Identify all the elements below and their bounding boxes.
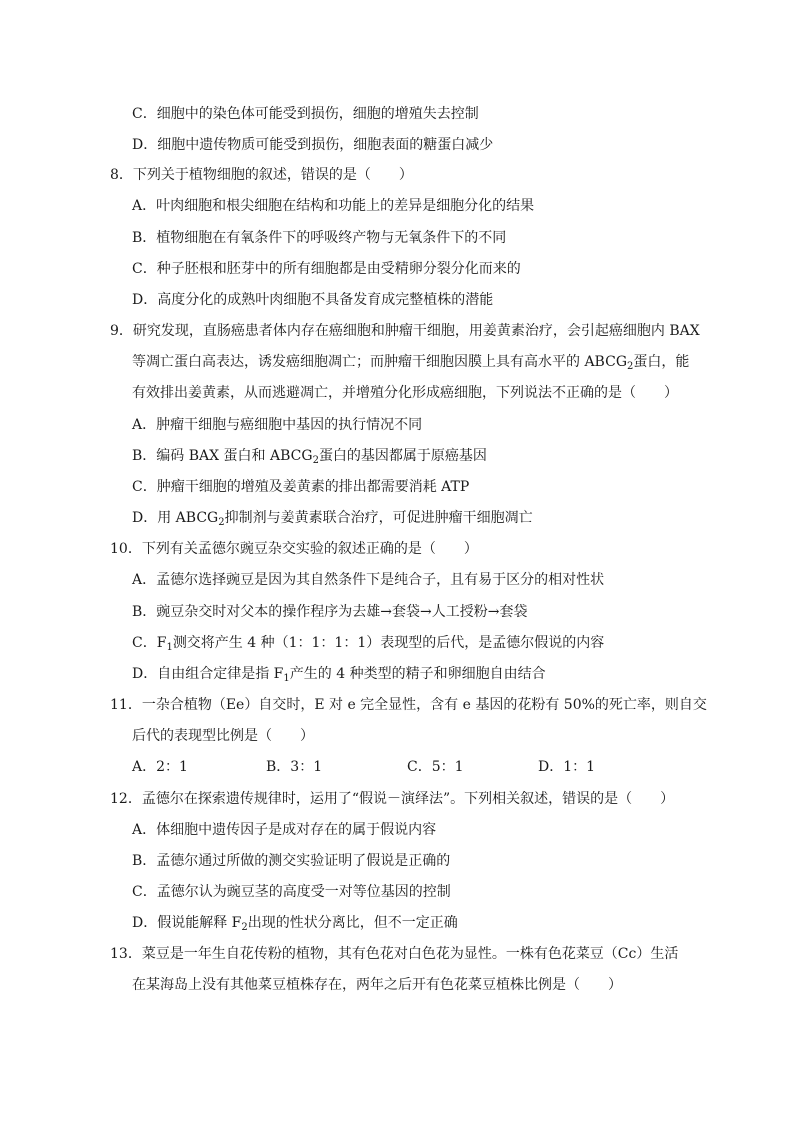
q8b: B．植物细胞在有氧条件下的呼吸终产物与无氧条件下的不同 <box>132 230 507 246</box>
q9a: A．肿瘤干细胞与癌细胞中基因的执行情况不同 <box>132 417 423 433</box>
q10d-b: 产生的 4 种类型的精子和卵细胞自由结合 <box>289 666 546 682</box>
q9b-b: 蛋白的基因都属于原癌基因 <box>318 448 487 464</box>
q12c: C．孟德尔认为豌豆茎的高度受一对等位基因的控制 <box>132 884 451 900</box>
q11d: D．1：1 <box>538 759 596 775</box>
q9-line2 <box>132 353 689 371</box>
q10c-b: 测交将产生 4 种（1：1：1：1）表现型的后代，是孟德尔假说的内容 <box>172 635 605 651</box>
l1: C．细胞中的染色体可能受到损伤，细胞的增殖失去控制 <box>132 106 479 122</box>
q9-line2a: 等凋亡蛋白高表达，诱发癌细胞凋亡；而肿瘤干细胞因膜上具有高水平的 ABCG <box>132 354 628 370</box>
q10b: B．豌豆杂交时对父本的操作程序为去雄→套袋→人工授粉→套袋 <box>132 604 528 620</box>
q9d <box>132 509 533 527</box>
q10c-a: C．F <box>132 635 167 651</box>
q11c: C．5：1 <box>407 759 464 775</box>
q10c-sub: 1 <box>166 642 173 653</box>
q12d-sub: 2 <box>241 922 248 933</box>
q12d <box>132 914 458 932</box>
q9d-b: 抑制剂与姜黄素联合治疗，可促进肿瘤干细胞凋亡 <box>224 510 533 526</box>
q9-line2b: 蛋白，能 <box>633 354 690 370</box>
q11-options <box>132 758 652 776</box>
q11-line1: 11．一杂合植物（Ee）自交时，E 对 e 完全显性，含有 e 基因的花粉有 50%的死亡率，则自交 <box>110 697 707 713</box>
q9b-sub: 2 <box>312 455 319 466</box>
q13-line1: 13．菜豆是一年生自花传粉的植物，其有色花对白色花为显性。一株有色花菜豆（Cc）生活 <box>110 946 679 962</box>
q11-line2: 后代的表现型比例是（ ） <box>132 728 314 744</box>
q9b-a: B．编码 BAX 蛋白和 ABCG <box>132 448 313 464</box>
q12: 12．孟德尔在探索遗传规律时，运用了“假说－演绎法”。下列相关叙述，错误的是（ ） <box>110 791 675 807</box>
q9b <box>132 447 487 465</box>
q11b: B．3：1 <box>266 759 323 775</box>
q10d-sub: 1 <box>283 673 290 684</box>
q8: 8．下列关于植物细胞的叙述，错误的是（ ） <box>110 167 413 183</box>
q9-line3: 有效排出姜黄素，从而逃避凋亡，并增殖分化形成癌细胞，下列说法不正确的是（ ） <box>132 385 678 401</box>
q12d-a: D．假说能解释 F <box>132 915 242 931</box>
q9d-a: D．用 ABCG <box>132 510 219 526</box>
q10d <box>132 665 546 683</box>
l2: D．细胞中遗传物质可能受到损伤，细胞表面的糖蛋白减少 <box>132 137 494 153</box>
q9c: C．肿瘤干细胞的增殖及姜黄素的排出都需要消耗 ATP <box>132 479 470 495</box>
q9d-sub: 2 <box>218 517 225 528</box>
q10: 10．下列有关孟德尔豌豆杂交实验的叙述正确的是（ ） <box>110 541 478 557</box>
q8d: D．高度分化的成熟叶肉细胞不具备发育成完整植株的潜能 <box>132 292 494 308</box>
q12a: A．体细胞中遗传因子是成对存在的属于假说内容 <box>132 822 437 838</box>
q12d-b: 出现的性状分离比，但不一定正确 <box>247 915 458 931</box>
q10c <box>132 634 604 652</box>
q12b: B．孟德尔通过所做的测交实验证明了假说是正确的 <box>132 853 451 869</box>
q10d-a: D．自由组合定律是指 F <box>132 666 284 682</box>
q8c: C．种子胚根和胚芽中的所有细胞都是由受精卵分裂分化而来的 <box>132 261 521 277</box>
q8a: A．叶肉细胞和根尖细胞在结构和功能上的差异是细胞分化的结果 <box>132 198 535 214</box>
q11a: A．2：1 <box>132 759 188 775</box>
q10a: A．孟德尔选择豌豆是因为其自然条件下是纯合子，且有易于区分的相对性状 <box>132 572 605 588</box>
q9-line1: 9．研究发现，直肠癌患者体内存在癌细胞和肿瘤干细胞，用姜黄素治疗，会引起癌细胞内 BAX <box>110 323 700 339</box>
q9-line2-sub: 2 <box>627 361 634 372</box>
q13-line2: 在某海岛上没有其他菜豆植株存在，两年之后开有色花菜豆植株比例是（ ） <box>132 977 622 993</box>
